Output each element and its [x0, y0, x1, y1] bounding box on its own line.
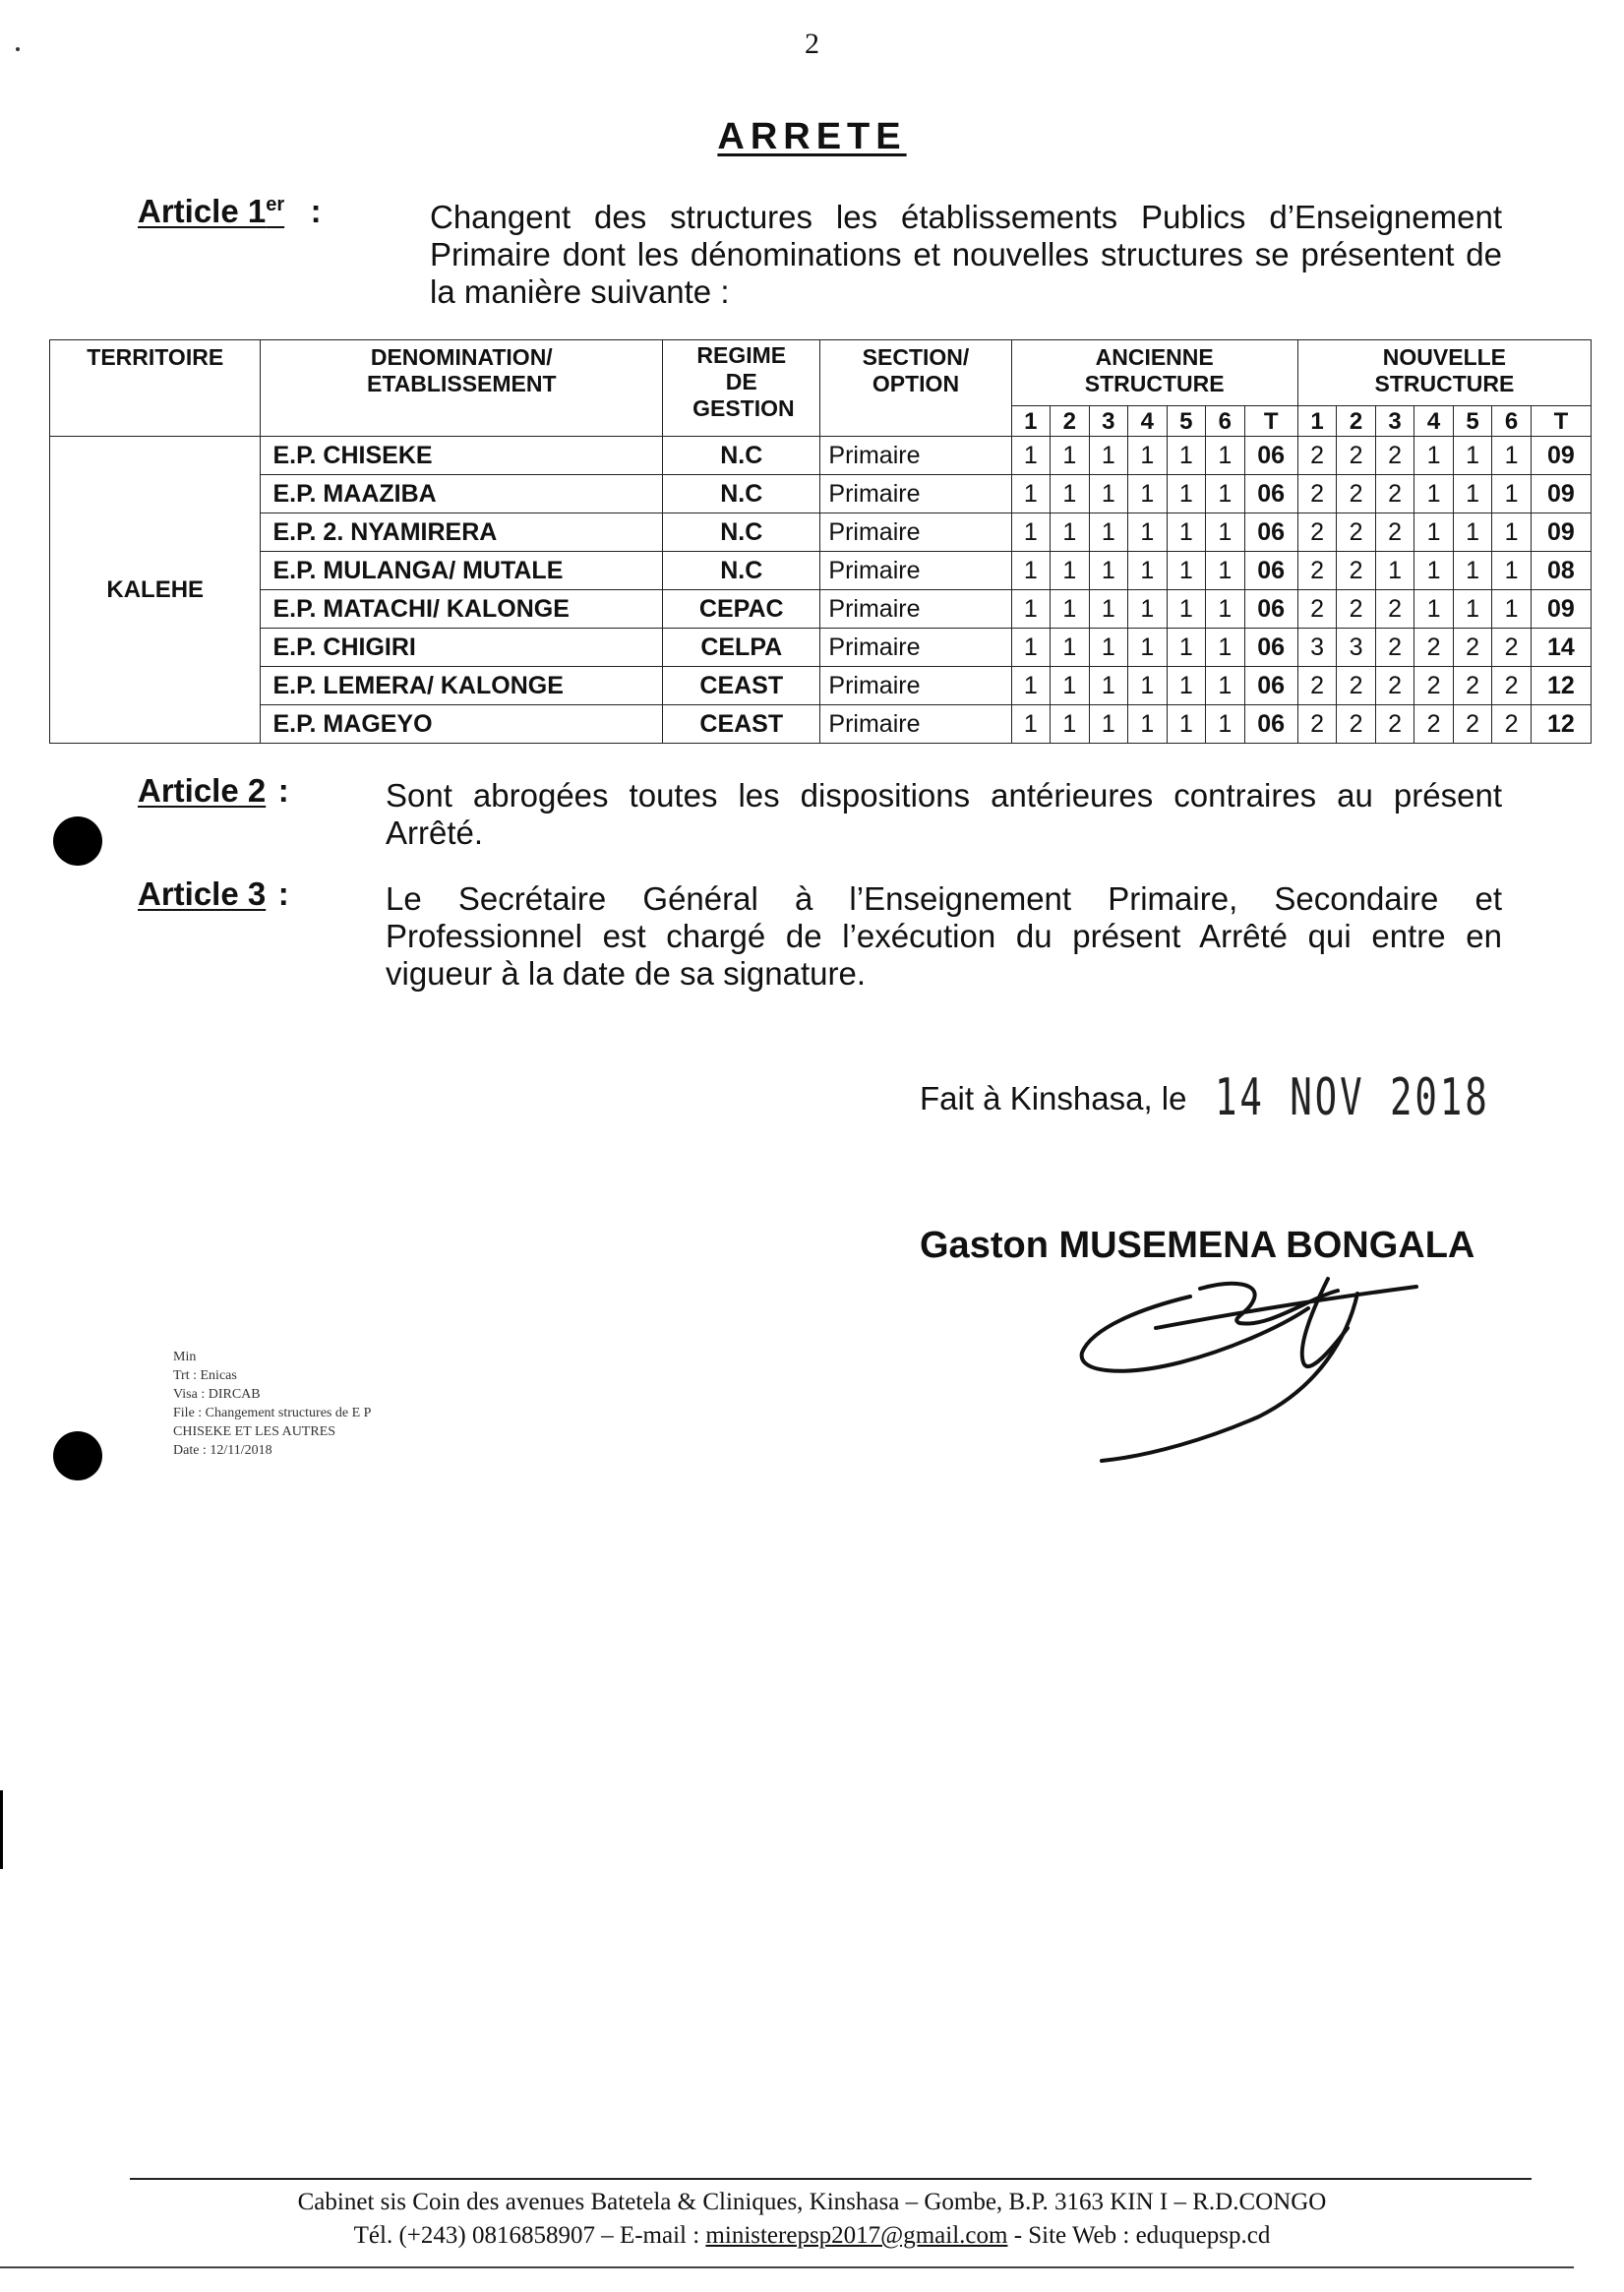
cell-old-total: 06 — [1244, 437, 1297, 475]
cell-new-4: 1 — [1414, 590, 1454, 629]
cell-old-3: 1 — [1089, 629, 1128, 667]
sub-new-6: 6 — [1492, 406, 1532, 437]
cell-old-2: 1 — [1051, 437, 1090, 475]
article3-label-group — [138, 875, 289, 913]
cell-new-6: 2 — [1492, 667, 1532, 705]
article1-label-group — [138, 193, 322, 230]
cell-denomination: E.P. MATACHI/ KALONGE — [261, 590, 663, 629]
cell-old-total: 06 — [1244, 629, 1297, 667]
cell-new-6: 1 — [1492, 590, 1532, 629]
cell-new-1: 2 — [1297, 437, 1337, 475]
cell-new-1: 2 — [1297, 590, 1337, 629]
sub-new-total: T — [1531, 406, 1591, 437]
cell-new-5: 1 — [1453, 437, 1492, 475]
cell-new-5: 1 — [1453, 513, 1492, 552]
article2-label: Article 2 — [138, 772, 267, 809]
punch-hole-mark — [53, 1431, 102, 1480]
table-row — [50, 629, 1592, 667]
sub-new-2: 2 — [1337, 406, 1376, 437]
header-ancienne-structure: ANCIENNE STRUCTURE — [1011, 340, 1297, 406]
cell-old-4: 1 — [1128, 552, 1168, 590]
cell-new-1: 2 — [1297, 667, 1337, 705]
cell-old-1: 1 — [1011, 629, 1051, 667]
cell-regime: N.C — [663, 437, 820, 475]
cell-old-2: 1 — [1051, 475, 1090, 513]
cell-new-3: 2 — [1375, 513, 1414, 552]
cell-old-3: 1 — [1089, 667, 1128, 705]
ref-line: Min — [173, 1350, 197, 1364]
sub-new-5: 5 — [1453, 406, 1492, 437]
cell-old-total: 06 — [1244, 667, 1297, 705]
cell-old-5: 1 — [1167, 590, 1206, 629]
header-regime: REGIME DE GESTION — [663, 340, 820, 437]
reference-block — [173, 1348, 371, 1460]
handwritten-signature — [1062, 1180, 1456, 1495]
cell-new-2: 2 — [1337, 513, 1376, 552]
sub-old-1: 1 — [1011, 406, 1051, 437]
punch-hole-mark — [53, 816, 102, 866]
table-row — [50, 513, 1592, 552]
table-row — [50, 590, 1592, 629]
cell-old-1: 1 — [1011, 513, 1051, 552]
cell-new-1: 2 — [1297, 513, 1337, 552]
cell-new-6: 2 — [1492, 629, 1532, 667]
cell-new-1: 2 — [1297, 705, 1337, 744]
cell-section: Primaire — [820, 667, 1011, 705]
article1-label-text: Article 1 — [138, 193, 267, 229]
sub-old-4: 4 — [1128, 406, 1168, 437]
cell-old-2: 1 — [1051, 552, 1090, 590]
cell-new-6: 1 — [1492, 475, 1532, 513]
header-territoire: TERRITOIRE — [50, 340, 261, 437]
ref-line: Date : 12/11/2018 — [173, 1443, 272, 1458]
cell-old-6: 1 — [1206, 667, 1245, 705]
document-heading — [0, 116, 1624, 158]
cell-new-2: 2 — [1337, 552, 1376, 590]
cell-regime: CEPAC — [663, 590, 820, 629]
cell-new-total: 09 — [1531, 475, 1591, 513]
cell-old-1: 1 — [1011, 667, 1051, 705]
table-header-row — [50, 340, 1592, 406]
cell-new-6: 1 — [1492, 513, 1532, 552]
cell-old-3: 1 — [1089, 437, 1128, 475]
cell-new-5: 2 — [1453, 629, 1492, 667]
cell-new-2: 2 — [1337, 590, 1376, 629]
cell-old-4: 1 — [1128, 705, 1168, 744]
cell-new-5: 1 — [1453, 552, 1492, 590]
cell-old-5: 1 — [1167, 705, 1206, 744]
cell-old-5: 1 — [1167, 513, 1206, 552]
cell-section: Primaire — [820, 705, 1011, 744]
sub-old-2: 2 — [1051, 406, 1090, 437]
cell-new-5: 2 — [1453, 667, 1492, 705]
cell-denomination: E.P. CHISEKE — [261, 437, 663, 475]
cell-old-2: 1 — [1051, 705, 1090, 744]
cell-new-2: 2 — [1337, 475, 1376, 513]
article2-colon: : — [277, 772, 289, 809]
ref-line: File : Changement structures de E P — [173, 1406, 372, 1420]
cell-old-2: 1 — [1051, 513, 1090, 552]
cell-old-6: 1 — [1206, 629, 1245, 667]
cell-old-total: 06 — [1244, 705, 1297, 744]
sub-new-3: 3 — [1375, 406, 1414, 437]
cell-new-3: 2 — [1375, 437, 1414, 475]
cell-old-3: 1 — [1089, 513, 1128, 552]
structure-table — [49, 339, 1592, 744]
cell-old-1: 1 — [1011, 475, 1051, 513]
cell-old-4: 1 — [1128, 513, 1168, 552]
cell-new-total: 12 — [1531, 667, 1591, 705]
cell-new-2: 3 — [1337, 629, 1376, 667]
cell-new-4: 1 — [1414, 513, 1454, 552]
cell-regime: CEAST — [663, 667, 820, 705]
cell-old-1: 1 — [1011, 705, 1051, 744]
cell-new-6: 2 — [1492, 705, 1532, 744]
cell-old-2: 1 — [1051, 590, 1090, 629]
heading-text: ARRETE — [717, 116, 907, 157]
cell-old-1: 1 — [1011, 552, 1051, 590]
signature-stroke — [1102, 1294, 1357, 1461]
cell-new-2: 2 — [1337, 437, 1376, 475]
sub-old-6: 6 — [1206, 406, 1245, 437]
cell-new-4: 1 — [1414, 437, 1454, 475]
cell-denomination: E.P. MAAZIBA — [261, 475, 663, 513]
footer-contact — [0, 2219, 1624, 2253]
cell-new-1: 3 — [1297, 629, 1337, 667]
sub-old-5: 5 — [1167, 406, 1206, 437]
cell-territoire: KALEHE — [50, 437, 261, 744]
cell-old-3: 1 — [1089, 475, 1128, 513]
cell-new-4: 2 — [1414, 667, 1454, 705]
cell-old-4: 1 — [1128, 590, 1168, 629]
sub-new-1: 1 — [1297, 406, 1337, 437]
article3-text: Le Secrétaire Général à l’Enseignement Primaire, Secondaire et Professionnel est chargé de l’exécution du présent Arrêté qui entre en vigueur à la date de sa signature. — [386, 880, 1502, 992]
cell-new-4: 2 — [1414, 629, 1454, 667]
ref-line: Visa : DIRCAB — [173, 1387, 261, 1402]
article1-text: Changent des structures les établissements Publics d’Enseignement Primaire dont les dénominations et nouvelles structures se présentent de la manière suivante : — [430, 199, 1502, 310]
header-nouvelle-structure: NOUVELLE STRUCTURE — [1297, 340, 1591, 406]
cell-new-3: 2 — [1375, 475, 1414, 513]
footer-site: - Site Web : eduquepsp.cd — [1013, 2222, 1271, 2249]
cell-old-4: 1 — [1128, 629, 1168, 667]
cell-regime: N.C — [663, 552, 820, 590]
sub-old-3: 3 — [1089, 406, 1128, 437]
cell-new-6: 1 — [1492, 437, 1532, 475]
cell-old-3: 1 — [1089, 552, 1128, 590]
table-row — [50, 437, 1592, 475]
header-denomination: DENOMINATION/ ETABLISSEMENT — [261, 340, 663, 437]
cell-regime: CELPA — [663, 629, 820, 667]
page-number: 2 — [805, 28, 819, 60]
date-stamp: 14 NOV 2018 — [1215, 1068, 1490, 1127]
article3-label: Article 3 — [138, 875, 267, 912]
cell-regime: CEAST — [663, 705, 820, 744]
article3-colon: : — [277, 875, 289, 912]
bottom-scan-rule — [0, 2266, 1574, 2268]
cell-new-5: 2 — [1453, 705, 1492, 744]
done-at-text: Fait à Kinshasa, le — [920, 1080, 1187, 1116]
cell-new-3: 2 — [1375, 705, 1414, 744]
sub-new-4: 4 — [1414, 406, 1454, 437]
cell-old-6: 1 — [1206, 475, 1245, 513]
cell-regime: N.C — [663, 475, 820, 513]
cell-new-3: 2 — [1375, 629, 1414, 667]
cell-new-4: 1 — [1414, 475, 1454, 513]
cell-new-total: 08 — [1531, 552, 1591, 590]
cell-new-total: 12 — [1531, 705, 1591, 744]
cell-section: Primaire — [820, 513, 1011, 552]
cell-old-total: 06 — [1244, 552, 1297, 590]
cell-new-6: 1 — [1492, 552, 1532, 590]
table-row — [50, 667, 1592, 705]
cell-new-3: 2 — [1375, 667, 1414, 705]
table-body — [50, 437, 1592, 744]
cell-old-5: 1 — [1167, 475, 1206, 513]
margin-mark — [0, 1790, 3, 1869]
table-row — [50, 705, 1592, 744]
signature-stroke — [1302, 1279, 1348, 1366]
cell-section: Primaire — [820, 590, 1011, 629]
cell-denomination: E.P. MULANGA/ MUTALE — [261, 552, 663, 590]
cell-old-6: 1 — [1206, 590, 1245, 629]
cell-old-5: 1 — [1167, 667, 1206, 705]
cell-old-5: 1 — [1167, 437, 1206, 475]
cell-old-1: 1 — [1011, 590, 1051, 629]
cell-denomination: E.P. CHIGIRI — [261, 629, 663, 667]
cell-section: Primaire — [820, 629, 1011, 667]
ref-line: CHISEKE ET LES AUTRES — [173, 1424, 336, 1439]
cell-old-total: 06 — [1244, 590, 1297, 629]
ref-line: Trt : Enicas — [173, 1368, 237, 1383]
cell-new-total: 14 — [1531, 629, 1591, 667]
signatory-name: Gaston MUSEMENA BONGALA — [920, 1225, 1475, 1266]
cell-new-5: 1 — [1453, 590, 1492, 629]
cell-section: Primaire — [820, 475, 1011, 513]
cell-old-total: 06 — [1244, 475, 1297, 513]
cell-old-5: 1 — [1167, 552, 1206, 590]
cell-old-2: 1 — [1051, 629, 1090, 667]
footer-email-link[interactable]: ministerepsp2017@gmail.com — [705, 2222, 1008, 2249]
table-row — [50, 475, 1592, 513]
cell-old-6: 1 — [1206, 552, 1245, 590]
cell-new-3: 1 — [1375, 552, 1414, 590]
cell-old-4: 1 — [1128, 667, 1168, 705]
cell-section: Primaire — [820, 552, 1011, 590]
cell-new-total: 09 — [1531, 590, 1591, 629]
cell-section: Primaire — [820, 437, 1011, 475]
cell-old-1: 1 — [1011, 437, 1051, 475]
cell-old-6: 1 — [1206, 705, 1245, 744]
cell-new-total: 09 — [1531, 513, 1591, 552]
cell-new-5: 1 — [1453, 475, 1492, 513]
table-row — [50, 552, 1592, 590]
cell-old-4: 1 — [1128, 437, 1168, 475]
cell-old-3: 1 — [1089, 705, 1128, 744]
cell-new-4: 1 — [1414, 552, 1454, 590]
article2-label-group — [138, 772, 289, 810]
cell-old-2: 1 — [1051, 667, 1090, 705]
footer — [0, 2186, 1624, 2253]
footer-address: Cabinet sis Coin des avenues Batetela & Cliniques, Kinshasa – Gombe, B.P. 3163 KIN I – R.D.CONGO — [297, 2189, 1327, 2215]
footer-tel: Tél. (+243) 0816858907 – E-mail : — [353, 2222, 700, 2249]
cell-new-4: 2 — [1414, 705, 1454, 744]
cell-old-6: 1 — [1206, 513, 1245, 552]
cell-old-total: 06 — [1244, 513, 1297, 552]
cell-old-3: 1 — [1089, 590, 1128, 629]
cell-new-3: 2 — [1375, 590, 1414, 629]
cell-denomination: E.P. 2. NYAMIRERA — [261, 513, 663, 552]
header-section: SECTION/ OPTION — [820, 340, 1011, 437]
cell-old-6: 1 — [1206, 437, 1245, 475]
cell-denomination: E.P. LEMERA/ KALONGE — [261, 667, 663, 705]
article1-label — [138, 193, 284, 229]
sub-old-total: T — [1244, 406, 1297, 437]
article1-label-sup: er — [266, 194, 285, 215]
cell-new-1: 2 — [1297, 552, 1337, 590]
cell-new-total: 09 — [1531, 437, 1591, 475]
cell-denomination: E.P. MAGEYO — [261, 705, 663, 744]
cell-new-1: 2 — [1297, 475, 1337, 513]
cell-new-2: 2 — [1337, 705, 1376, 744]
article2-text: Sont abrogées toutes les dispositions antérieures contraires au présent Arrêté. — [386, 777, 1502, 851]
footer-rule — [130, 2178, 1532, 2180]
cell-new-2: 2 — [1337, 667, 1376, 705]
cell-regime: N.C — [663, 513, 820, 552]
cell-old-4: 1 — [1128, 475, 1168, 513]
cell-old-5: 1 — [1167, 629, 1206, 667]
article1-colon: : — [310, 193, 322, 229]
